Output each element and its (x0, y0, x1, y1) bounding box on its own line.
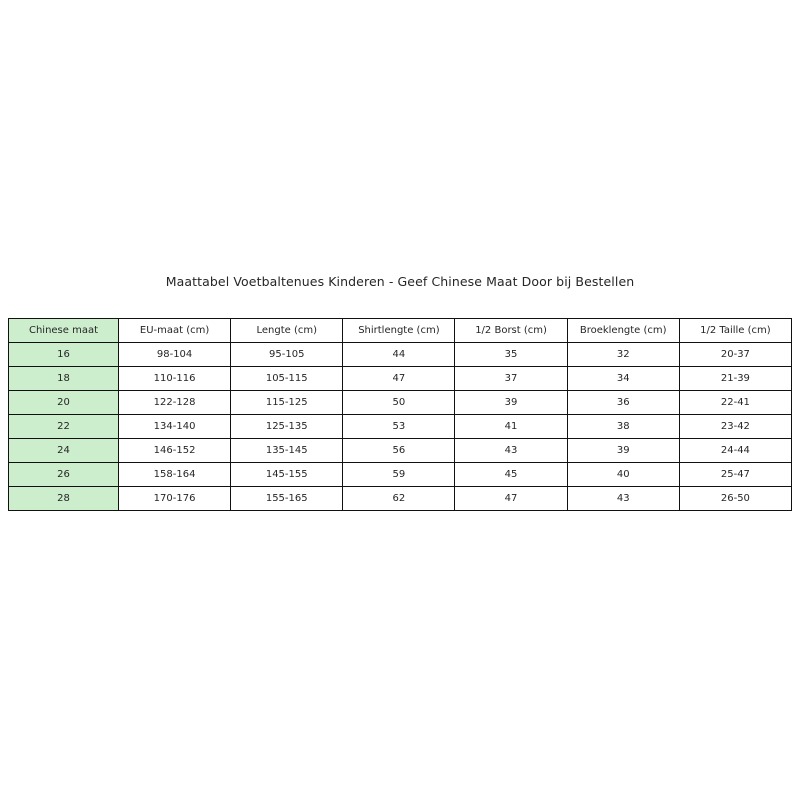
column-header-taille: 1/2 Taille (cm) (679, 319, 791, 343)
page-title: Maattabel Voetbaltenues Kinderen - Geef Chinese Maat Door bij Bestellen (165, 274, 635, 289)
table-row (9, 439, 792, 463)
header-row (9, 319, 792, 343)
table-row (9, 487, 792, 511)
table-cell: 146-152 (119, 439, 231, 463)
table-cell: 37 (455, 367, 567, 391)
table-cell-size: 28 (9, 487, 119, 511)
table-cell: 56 (343, 439, 455, 463)
table-cell: 45 (455, 463, 567, 487)
table-cell: 32 (567, 343, 679, 367)
table-cell: 21-39 (679, 367, 791, 391)
column-header-borst: 1/2 Borst (cm) (455, 319, 567, 343)
table-cell: 110-116 (119, 367, 231, 391)
table-cell: 47 (343, 367, 455, 391)
table-cell: 122-128 (119, 391, 231, 415)
table-cell: 36 (567, 391, 679, 415)
table-cell-size: 24 (9, 439, 119, 463)
column-header-shirtlengte: Shirtlengte (cm) (343, 319, 455, 343)
column-header-eu-maat: EU-maat (cm) (119, 319, 231, 343)
table-cell: 25-47 (679, 463, 791, 487)
table-cell: 23-42 (679, 415, 791, 439)
table-cell: 115-125 (231, 391, 343, 415)
table-cell: 41 (455, 415, 567, 439)
table-cell-size: 16 (9, 343, 119, 367)
table-cell-size: 18 (9, 367, 119, 391)
table-row (9, 415, 792, 439)
table-cell: 34 (567, 367, 679, 391)
table-cell: 53 (343, 415, 455, 439)
table-cell: 125-135 (231, 415, 343, 439)
table-cell: 43 (455, 439, 567, 463)
table-cell: 50 (343, 391, 455, 415)
table-cell: 62 (343, 487, 455, 511)
table-cell-size: 20 (9, 391, 119, 415)
table-cell-size: 26 (9, 463, 119, 487)
size-table (8, 318, 792, 511)
table-cell: 35 (455, 343, 567, 367)
table-cell: 47 (455, 487, 567, 511)
table-cell: 134-140 (119, 415, 231, 439)
table-cell: 44 (343, 343, 455, 367)
table-row (9, 391, 792, 415)
table-cell-size: 22 (9, 415, 119, 439)
table-row (9, 463, 792, 487)
table-cell: 22-41 (679, 391, 791, 415)
table-cell: 98-104 (119, 343, 231, 367)
table-cell: 105-115 (231, 367, 343, 391)
column-header-broeklengte: Broeklengte (cm) (567, 319, 679, 343)
table-row (9, 367, 792, 391)
table-cell: 145-155 (231, 463, 343, 487)
column-header-lengte: Lengte (cm) (231, 319, 343, 343)
table-row (9, 343, 792, 367)
table-cell: 38 (567, 415, 679, 439)
table-cell: 59 (343, 463, 455, 487)
table-cell: 170-176 (119, 487, 231, 511)
table-cell: 39 (567, 439, 679, 463)
table-cell: 135-145 (231, 439, 343, 463)
table-cell: 26-50 (679, 487, 791, 511)
table-cell: 20-37 (679, 343, 791, 367)
table-cell: 95-105 (231, 343, 343, 367)
table-cell: 43 (567, 487, 679, 511)
table-cell: 39 (455, 391, 567, 415)
table-cell: 40 (567, 463, 679, 487)
table-cell: 155-165 (231, 487, 343, 511)
table-cell: 24-44 (679, 439, 791, 463)
column-header-chinese-maat: Chinese maat (9, 319, 119, 343)
table-cell: 158-164 (119, 463, 231, 487)
